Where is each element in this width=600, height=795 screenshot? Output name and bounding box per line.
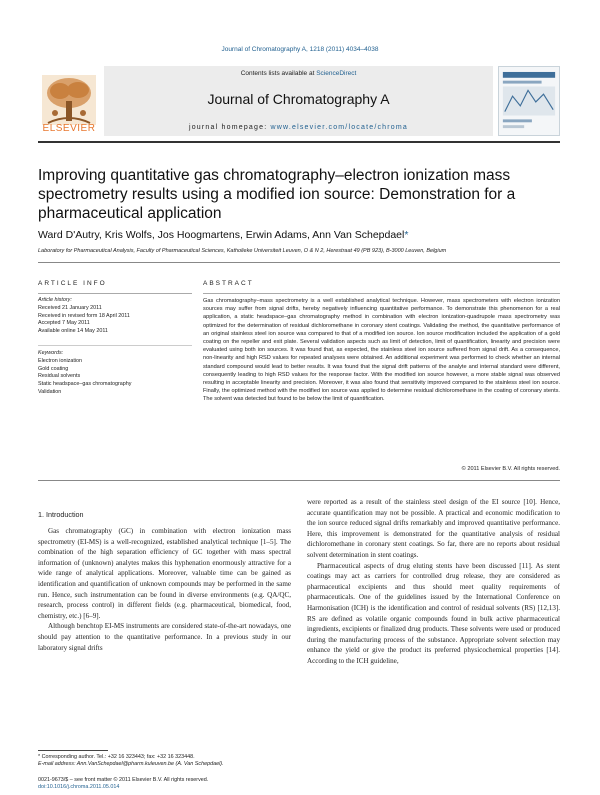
abstract-heading: ABSTRACT bbox=[203, 280, 254, 287]
doi-link[interactable]: doi:10.1016/j.chroma.2011.05.014 bbox=[38, 784, 120, 791]
abstract-copyright: © 2011 Elsevier B.V. All rights reserved. bbox=[461, 466, 560, 472]
journal-citation: Journal of Chromatography A, 1218 (2011) 4034–4038 bbox=[221, 46, 379, 53]
keyword-item: Residual solvents bbox=[38, 373, 81, 380]
abstract-body: Gas chromatography–mass spectrometry is a well established analytical technique. However, mass spectrometers with electron ionization sources may suffer from signal drifts, hereby negatively influencing quantitative performance. To demonstrate this phenomenon for a real application, a static headspace–gas chromatography method in combination with electron ionization-quadrupole mass spectrometry was optimized for the determination of residual dichloromethane in coronary stent coatings. Validating the method, the quantitative performance of an original stainless steel ion source was compared to that of a modified ion source. Ion source modification included the application of a gold coating on the repeller and exit plate. Several validation aspects such as limit of detection, limit of quantification, linearity and precision were evaluated using both ion sources. It was found that, as expected, the stainless steel ion source suffered from signal drift. As a consequence, non-linearity and high RSD values for repeated analyses were obtained. An additional experiment was performed to check whether an internal standard compound would lead to better results. It was found that the signal drift patterns of the analyte and internal standard were different, consequently leading to high RSD values for the response factor. With the modified ion source however, a more stable signal was observed resulting in acceptable linearity and precision. Moreover, it was also found that sensitivity improved compared to the stainless steel ion source. Finally, the optimized method with the modified ion source was applied to determine residual dichloromethane in the coating of coronary stents. The solvent was detected but found to be below the limit of quantification. bbox=[203, 298, 560, 403]
footnote-divider bbox=[38, 750, 108, 751]
homepage-link[interactable]: www.elsevier.com/locate/chroma bbox=[270, 124, 409, 131]
journal-homepage-line bbox=[104, 124, 493, 131]
article-title: Improving quantitative gas chromatography–electron ionization mass spectrometry results using a modified ion source: Demonstration for a pharmaceutical application bbox=[38, 167, 516, 222]
history-item: Received 21 January 2011 bbox=[38, 304, 102, 311]
body-paragraph: Although benchtop EI-MS instruments are considered state-of-the-art nowadays, one should pay attention to the quantitative performance. In a previous study in our laboratory signal drifts bbox=[38, 622, 291, 652]
contents-prefix: Contents lists available at bbox=[240, 70, 317, 77]
body-divider bbox=[38, 480, 560, 481]
article-info-heading: ARTICLE INFO bbox=[38, 280, 107, 287]
authors-text: Ward D'Autry, Kris Wolfs, Jos Hoogmartens, Erwin Adams, Ann Van Schepdael bbox=[38, 229, 405, 241]
history-item: Accepted 7 May 2011 bbox=[38, 320, 90, 327]
section-divider bbox=[38, 262, 560, 263]
keyword-item: Static headspace–gas chromatography bbox=[38, 381, 132, 388]
corresponding-author-mark[interactable]: * bbox=[404, 229, 409, 241]
homepage-prefix: journal homepage: bbox=[188, 124, 271, 131]
body-paragraph: Gas chromatography (GC) in combination with electron ionization mass spectrometry (EI-MS) is a well-recognized, established analytical technique [1–5]. The combination of the high separation efficiency of GC together with mass spectral information of (unknown) analytes makes this hyphenation enormously attractive for a wide range of analytical applications. Moreover, valuable time can be gained as identification and quantification of unknown compounds may be performed in the same run. Hence, such instrumentation can be found in diverse environments (e.g. QA/QC, research, process control) in different fields (e.g. pharmaceutical, biomedical, food, chemistry, etc.) [6–9]. bbox=[38, 527, 291, 620]
front-matter-info bbox=[38, 777, 298, 792]
keyword-item: Electron ionization bbox=[38, 357, 83, 364]
history-item: Received in revised form 18 April 2011 bbox=[38, 312, 130, 319]
article-info-divider bbox=[38, 293, 192, 294]
section-heading-introduction: 1. Introduction bbox=[38, 510, 84, 519]
contents-available-line bbox=[104, 70, 493, 77]
keywords-heading: Keywords: bbox=[38, 350, 64, 356]
header-divider bbox=[38, 141, 560, 143]
body-paragraph: were reported as a result of the stainless steel design of the EI source [10]. Hence, accurate quantification may not be possible. A practical and economic modification to the ion source reduced signal drifts remarkably and improved quantitative performance. Here, this improvement is demonstrated for the quantitative analysis of residual dichloromethane in coronary stent coatings. So far, there are no reports about residual solvent determination in stent coatings. bbox=[307, 498, 560, 559]
sciencedirect-link[interactable]: ScienceDirect bbox=[316, 70, 357, 77]
keywords-list bbox=[38, 350, 192, 397]
author-list bbox=[38, 229, 563, 241]
keyword-item: Gold coating bbox=[38, 365, 69, 372]
email-note: E-mail address: Ann.VanSchepdael@pharm.kuleuven.be (A. Van Schepdael). bbox=[38, 761, 224, 768]
author-affiliation: Laboratory for Pharmaceutical Analysis, Faculty of Pharmaceutical Sciences, Katholieke Universiteit Leuven, O & N 2, Herestraat 49 (PB 923), B-3000 Leuven, Belgium bbox=[38, 248, 447, 254]
keyword-item: Validation bbox=[38, 388, 62, 395]
history-item: Available online 14 May 2011 bbox=[38, 328, 108, 335]
body-column-left bbox=[38, 526, 291, 653]
history-heading: Article history: bbox=[38, 297, 72, 303]
journal-cover-thumbnail bbox=[498, 66, 560, 136]
body-column-right bbox=[307, 497, 560, 667]
article-history bbox=[38, 297, 192, 336]
footnotes bbox=[38, 754, 298, 769]
issn-line: 0021-9673/$ – see front matter © 2011 Elsevier B.V. All rights reserved. bbox=[38, 777, 209, 783]
keywords-divider bbox=[38, 345, 192, 346]
journal-title: Journal of Chromatography A bbox=[207, 91, 390, 107]
elsevier-wordmark: ELSEVIER bbox=[42, 123, 96, 134]
abstract-divider bbox=[203, 293, 560, 294]
body-paragraph: Pharmaceutical aspects of drug eluting stents have been discussed [11]. As stent coatings may act as carriers for controlled drug release, they are considered as pharmaceutical excipients and thus should meet quality requirements of pharmaceuticals. One of the guidelines issued by the International Conference on Harmonisation (ICH) is the identification and control of residual solvents (RS) [12,13]. RS are defined as volatile organic compounds found in bulk active pharmaceutical ingredients, excipients or finalized drug products. These solvents were used or produced during the manufacturing process of the substance. Appropriate solvent selection may enhance the yield or give the product its preferred physicochemical properties [14]. According to the ICH guideline, bbox=[307, 561, 560, 665]
corresponding-author-note: * Corresponding author. Tel.: +32 16 323443; fax: +32 16 323448. bbox=[38, 754, 195, 760]
